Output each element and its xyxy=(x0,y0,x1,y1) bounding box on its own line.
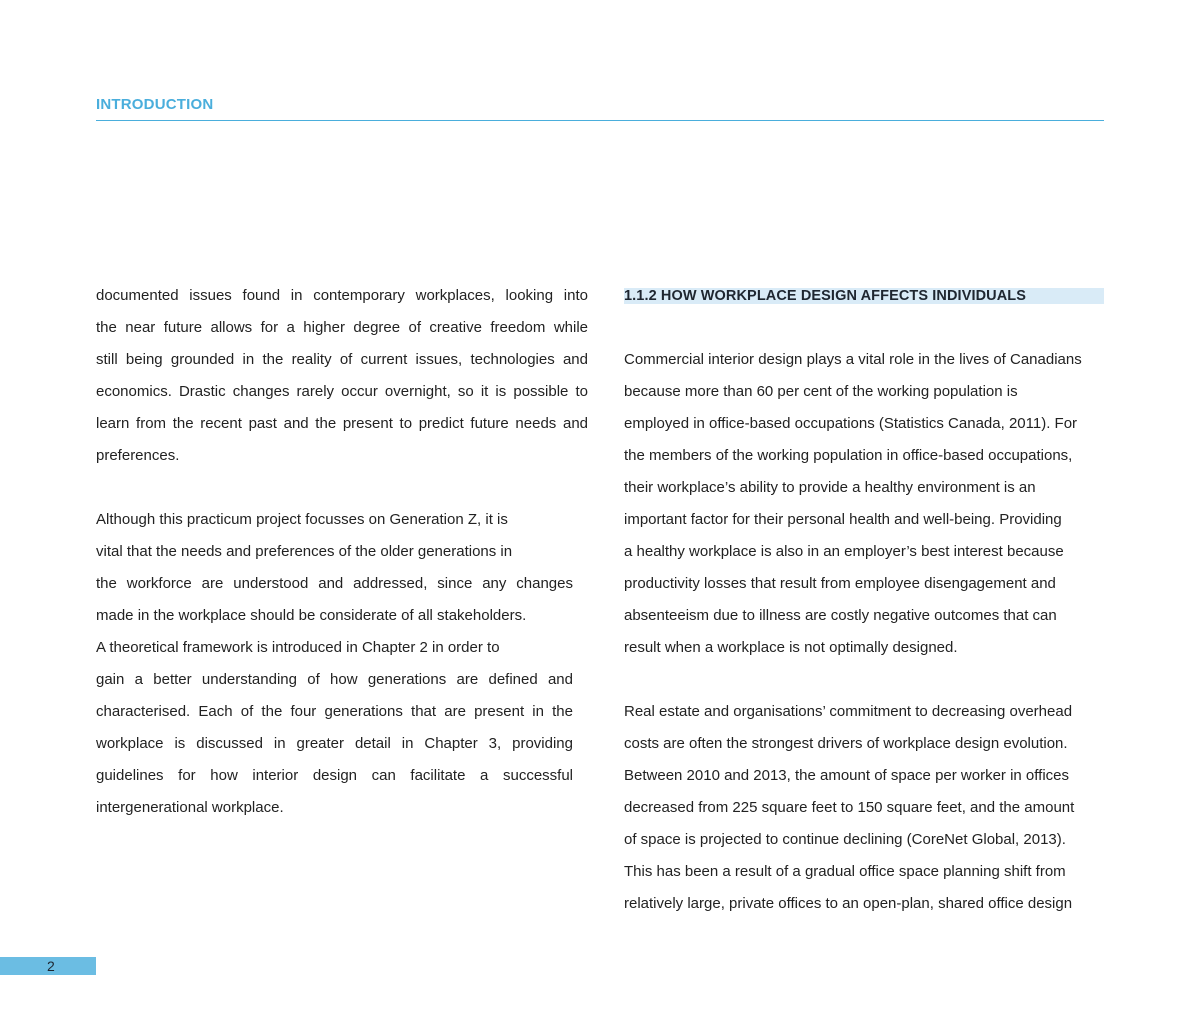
subheading: 1.1.2 HOW WORKPLACE DESIGN AFFECTS INDIVIDUALS xyxy=(624,288,1104,304)
text-line: the near future allows for a higher degree of creative freedom while xyxy=(96,319,588,336)
page-number-tab xyxy=(0,957,96,975)
text-line: gain a better understanding of how generations are defined and xyxy=(96,671,573,688)
text-line: Between 2010 and 2013, the amount of space per worker in offices xyxy=(624,767,1070,784)
paragraph xyxy=(624,696,1104,920)
text-line: of space is projected to continue declining (CoreNet Global, 2013). xyxy=(624,831,1066,848)
text-line: because more than 60 per cent of the working population is xyxy=(624,383,1018,400)
text-line: economics. Drastic changes rarely occur overnight, so it is possible to xyxy=(96,383,588,400)
text-line: A theoretical framework is introduced in Chapter 2 in order to xyxy=(96,639,500,656)
text-line: documented issues found in contemporary workplaces, looking into xyxy=(96,287,588,304)
text-line: workplace is discussed in greater detail in Chapter 3, providing xyxy=(96,735,573,752)
text-line: preferences. xyxy=(96,447,180,464)
page-number: 2 xyxy=(47,958,55,974)
text-line: employed in office-based occupations (Statistics Canada, 2011). For xyxy=(624,415,1078,432)
text-line: relatively large, private offices to an open-plan, shared office design xyxy=(624,895,1073,912)
paragraph xyxy=(96,280,588,472)
text-line: productivity losses that result from employee disengagement and xyxy=(624,575,1056,592)
text-line: costs are often the strongest drivers of workplace design evolution. xyxy=(624,735,1068,752)
paragraph xyxy=(624,344,1104,664)
text-line: characterised. Each of the four generations that are present in the xyxy=(96,703,573,720)
text-line: made in the workplace should be considerate of all stakeholders. xyxy=(96,607,527,624)
text-line: This has been a result of a gradual office space planning shift from xyxy=(624,863,1066,880)
text-line: still being grounded in the reality of current issues, technologies and xyxy=(96,351,588,368)
text-line: guidelines for how interior design can facilitate a successful xyxy=(96,767,573,784)
section-title: INTRODUCTION xyxy=(96,96,214,113)
text-line: important factor for their personal health and well-being. Providing xyxy=(624,511,1062,528)
right-column xyxy=(624,280,1104,920)
text-line: a healthy workplace is also in an employer’s best interest because xyxy=(624,543,1064,560)
text-line: learn from the recent past and the present to predict future needs and xyxy=(96,415,588,432)
text-line: intergenerational workplace. xyxy=(96,799,284,816)
text-line: their workplace’s ability to provide a healthy environment is an xyxy=(624,479,1036,496)
text-line: the workforce are understood and addressed, since any changes xyxy=(96,575,573,592)
text-line: Commercial interior design plays a vital role in the lives of Canadians xyxy=(624,351,1082,368)
text-line: the members of the working population in office-based occupations, xyxy=(624,447,1073,464)
left-column xyxy=(96,280,588,824)
text-line: Real estate and organisations’ commitment to decreasing overhead xyxy=(624,703,1073,720)
text-line: Although this practicum project focusses on Generation Z, it is xyxy=(96,511,508,528)
text-line: decreased from 225 square feet to 150 square feet, and the amount xyxy=(624,799,1075,816)
section-header xyxy=(96,96,1104,121)
text-line: absenteeism due to illness are costly negative outcomes that can xyxy=(624,607,1057,624)
text-line: vital that the needs and preferences of the older generations in xyxy=(96,543,513,560)
paragraph xyxy=(96,504,588,824)
text-line: result when a workplace is not optimally designed. xyxy=(624,639,958,656)
